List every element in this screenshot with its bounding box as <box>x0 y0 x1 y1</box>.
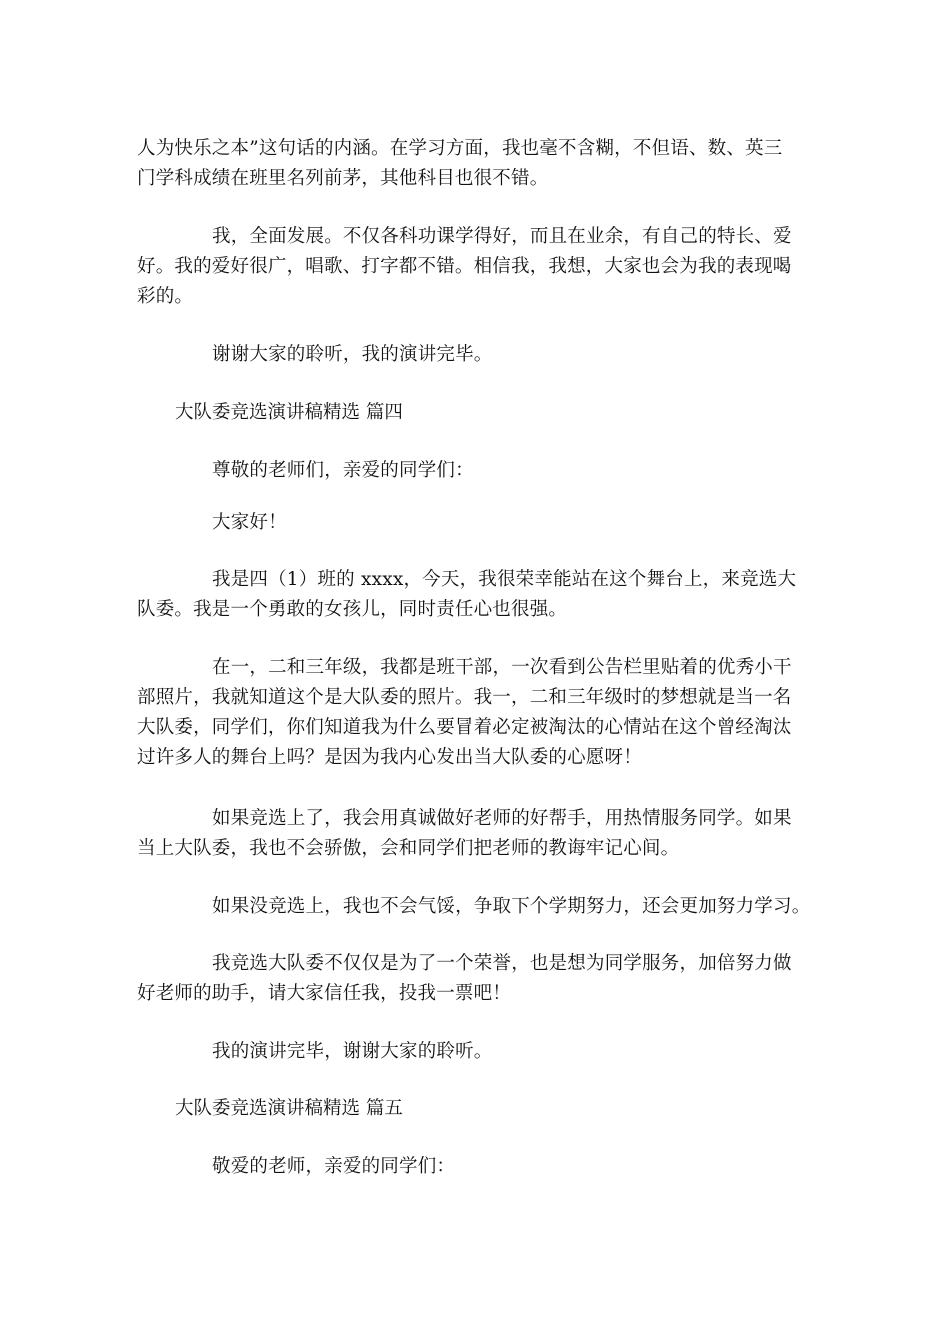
paragraph-salutation <box>137 456 817 486</box>
text-line: 大队委，同学们，你们知道我为什么要冒着必定被淘汰的心情站在这个曾经淘汰 <box>137 717 792 738</box>
text-line: 门学科成绩在班里名列前茅，其他科目也很不错。 <box>137 168 549 189</box>
text-line: 彩的。 <box>137 286 194 307</box>
paragraph <box>137 565 817 625</box>
paragraph-continuation <box>137 134 817 194</box>
paragraph <box>137 804 817 864</box>
text-line: 人为快乐之本”这句话的内涵。在学习方面，我也毫不含糊，不但语、数、英三 <box>137 138 783 159</box>
section-heading: 大队委竞选演讲稿精选 篇五 <box>175 1098 403 1119</box>
paragraph <box>137 1037 817 1067</box>
text-line: 敬爱的老师，亲爱的同学们： <box>212 1156 456 1177</box>
paragraph-greeting <box>137 508 817 538</box>
text-line: 我竞选大队委不仅仅是为了一个荣誉，也是想为同学服务，加倍努力做 <box>212 953 792 974</box>
text-line: 谢谢大家的聆听，我的演讲完毕。 <box>212 344 493 365</box>
text-line: 大家好！ <box>212 512 287 533</box>
paragraph <box>137 222 817 312</box>
text-line: 我的演讲完毕，谢谢大家的聆听。 <box>212 1041 493 1062</box>
paragraph <box>137 949 817 1009</box>
text-line: 我是四（1）班的 xxxx，今天，我很荣幸能站在这个舞台上，来竞选大 <box>212 569 797 590</box>
paragraph-salutation <box>137 1152 817 1182</box>
text-line: 好老师的助手，请大家信任我，投我一票吧！ <box>137 983 512 1004</box>
paragraph <box>137 892 817 922</box>
text-line: 尊敬的老师们，亲爱的同学们： <box>212 460 474 481</box>
text-line: 部照片，我就知道这个是大队委的照片。我一，二和三年级时的梦想就是当一名 <box>137 687 792 708</box>
text-line: 如果竞选上了，我会用真诚做好老师的好帮手，用热情服务同学。如果 <box>212 808 792 829</box>
text-line: 如果没竞选上，我也不会气馁，争取下个学期努力，还会更加努力学习。 <box>212 896 811 917</box>
text-line: 在一，二和三年级，我都是班干部，一次看到公告栏里贴着的优秀小干 <box>212 657 792 678</box>
text-line: 队委。我是一个勇敢的女孩儿，同时责任心也很强。 <box>137 599 568 620</box>
text-line: 当上大队委，我也不会骄傲，会和同学们把老师的教诲牢记心间。 <box>137 838 680 859</box>
paragraph <box>137 340 817 370</box>
text-line: 过许多人的舞台上吗？是因为我内心发出当大队委的心愿呀！ <box>137 747 642 768</box>
section-heading: 大队委竞选演讲稿精选 篇四 <box>175 402 403 423</box>
text-line: 我，全面发展。不仅各科功课学得好，而且在业余，有自己的特长、爱 <box>212 226 792 247</box>
text-line: 好。我的爱好很广，唱歌、打字都不错。相信我，我想，大家也会为我的表现喝 <box>137 256 792 277</box>
paragraph <box>137 653 817 773</box>
